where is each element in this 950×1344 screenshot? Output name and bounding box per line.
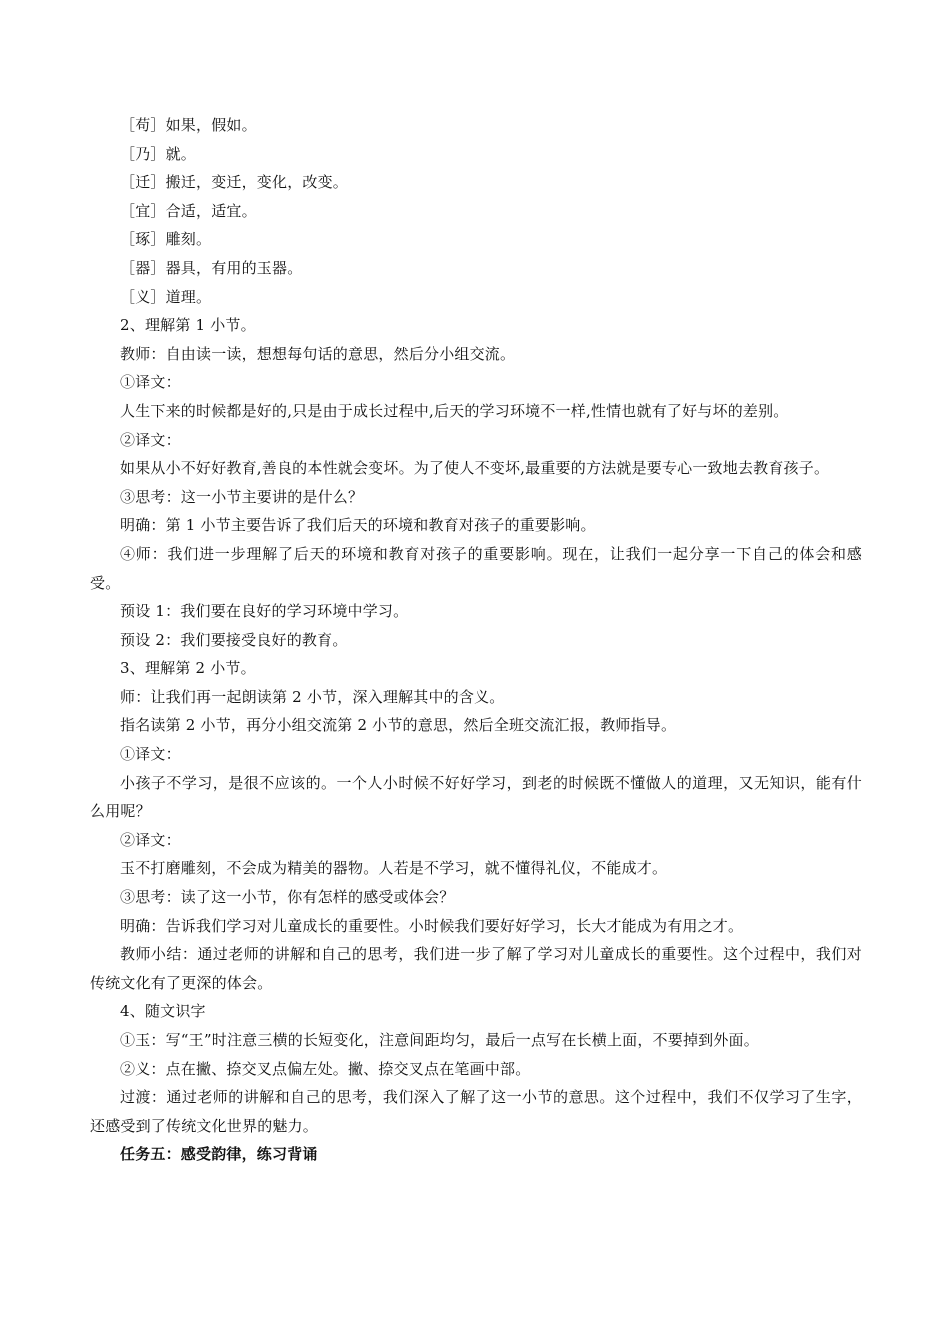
gloss-gou: ［苟］如果，假如。 [120,116,257,134]
preset-2: 预设 2：我们要接受良好的教育。 [120,630,348,649]
section-4-title: 4、随文识字 [120,1002,206,1021]
clarify-2: 明确：告诉我们学习对儿童成长的重要性。小时候我们要好好学习，长大才能成为有用之才。 [120,916,744,935]
teacher-share-prompt: ④师：我们进一步理解了后天的环境和教育对孩子的重要影响。现在，让我们一起分享一下自己的体会和感受。 [90,544,862,592]
translation-label-4: ②译文： [120,830,181,849]
gloss-yi-suitable: ［宜］合适，适宜。 [120,201,257,220]
think-question-2: ③思考：读了这一小节，你有怎样的感受或体会？ [120,888,455,907]
gloss-nai: ［乃］就。 [120,144,197,163]
clarify-1: 明确：第 1 小节主要告诉了我们后天的环境和教育对孩子的重要影响。 [120,516,596,535]
gloss-qi: ［器］器具，有用的玉器。 [120,258,303,277]
translation-label-2: ②译文： [120,430,181,449]
gloss-yi-reason: ［义］道理。 [120,287,212,306]
translation-label-1: ①译文： [120,373,181,392]
think-question-1: ③思考：这一小节主要讲的是什么？ [120,487,364,506]
gloss-qian: ［迁］搬迁，变迁，变化，改变。 [120,173,349,192]
preset-1: 预设 1：我们要在良好的学习环境中学习。 [120,602,409,621]
section-3-title: 3、理解第 2 小节。 [120,659,256,678]
transition: 过渡：通过老师的讲解和自己的思考，我们深入了解了这一小节的意思。这个过程中，我们不仅学习了生字，还感受到了传统文化世界的魅力。 [90,1088,862,1135]
task-five-heading: 任务五：感受韵律，练习背诵 [120,1145,318,1164]
translation-text-1: 人生下来的时候都是好的,只是由于成长过程中,后天的学习环境不一样,性情也就有了好与坏的差别。 [120,401,789,420]
reading-activity: 指名读第 2 小节，再分小组交流第 2 小节的意思，然后全班交流汇报，教师指导。 [120,716,677,735]
translation-text-2: 如果从小不好好教育,善良的本性就会变坏。为了使人不变坏,最重要的方法就是要专心一致地去教育孩子。 [120,459,830,478]
teacher-instruction-2: 师：让我们再一起朗读第 2 小节，深入理解其中的含义。 [120,687,505,706]
translation-text-4: 玉不打磨雕刻，不会成为精美的器物。人若是不学习，就不懂得礼仪，不能成才。 [120,859,668,878]
character-yi: ②义：点在撇、捺交叉点偏左处。撇、捺交叉点在笔画中部。 [120,1059,531,1078]
section-2-title: 2、理解第 1 小节。 [120,316,256,335]
teacher-instruction-1: 教师：自由读一读，想想每句话的意思，然后分小组交流。 [120,344,516,363]
translation-text-3: 小孩子不学习，是很不应该的。一个人小时候不好好学习，到老的时候既不懂做人的道理，又无知识，能有什么用呢？ [90,773,862,821]
gloss-zhuo: ［琢］雕刻。 [120,230,212,249]
document-body [90,111,862,1169]
translation-label-3: ①译文： [120,745,181,764]
character-yu: ①玉：写“王”时注意三横的长短变化，注意间距均匀，最后一点写在长横上面，不要掉到外面。 [120,1031,759,1049]
teacher-summary: 教师小结：通过老师的讲解和自己的思考，我们进一步了解了学习对儿童成长的重要性。这个过程中，我们对传统文化有了更深的体会。 [90,945,862,992]
